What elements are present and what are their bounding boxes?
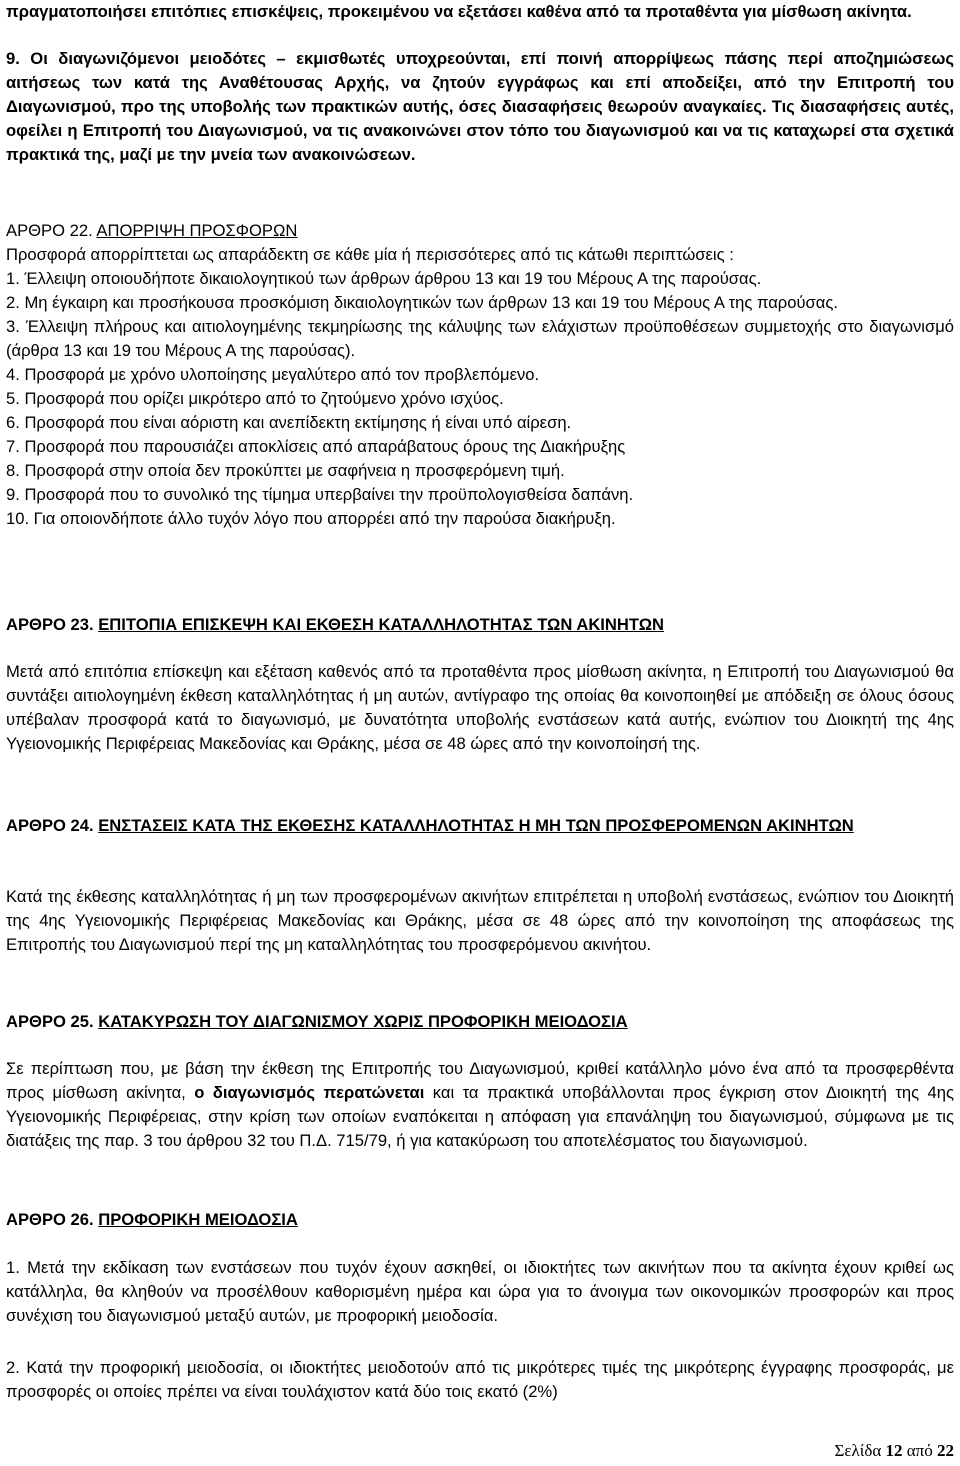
article-26-paragraph-1 [6, 1256, 954, 1328]
list-item: 2. Μη έγκαιρη και προσήκουσα προσκόμιση δικαιολογητικών των άρθρων 13 και 19 του Μέρους Α της παρούσας. [6, 293, 838, 312]
list-item: 5. Προσφορά που ορίζει μικρότερο από το ζητούμενο χρόνο ισχύος. [6, 389, 504, 408]
article-22-title: ΑΠΟΡΡΙΨΗ ΠΡΟΣΦΟΡΩΝ [96, 221, 298, 240]
article-22-prefix: ΑΡΘΡΟ 22. [6, 221, 97, 240]
article-24-heading [6, 814, 954, 838]
article-25-heading [6, 1010, 954, 1034]
article-23-heading [6, 613, 954, 637]
article-23-prefix: ΑΡΘΡΟ 23. [6, 615, 99, 634]
intro-continuation [6, 0, 954, 24]
current-page-number: 12 [885, 1441, 903, 1460]
item-9-part-b: Τις διασαφήσεις αυτές, οφείλει η Επιτροπή του Διαγωνισμού, να τις ανακοινώνει στον τόπο του διαγωνισμού και να τις καταχωρεί στα σχετικά πρακτικά της, μαζί με την μνεία των ανακοινώσεων. [6, 97, 955, 164]
article-25-title: ΚΑΤΑΚΥΡΩΣΗ ΤΟΥ ΔΙΑΓΩΝΙΣΜΟΥ ΧΩΡΙΣ ΠΡΟΦΟΡΙΚΗ ΜΕΙΟΔΟΣΙΑ [98, 1012, 628, 1031]
article-26-heading [6, 1208, 954, 1232]
list-item: 10. Για οποιονδήποτε άλλο τυχόν λόγο που απορρέει από την παρούσα διακήρυξη. [6, 509, 616, 528]
article-23-body [6, 660, 954, 756]
article-24-title: ΕΝΣΤΑΣΕΙΣ ΚΑΤΑ ΤΗΣ ΕΚΘΕΣΗΣ ΚΑΤΑΛΛΗΛΟΤΗΤΑΣ Η ΜΗ ΤΩΝ ΠΡΟΣΦΕΡΟΜΕΝΩΝ ΑΚΙΝΗΤΩΝ [98, 816, 854, 835]
article-25-prefix: ΑΡΘΡΟ 25. [6, 1012, 99, 1031]
item-9-part-a: 9. Οι διαγωνιζόμενοι μειοδότες – εκμισθωτές υποχρεούνται, επί ποινή απορρίψεως πάσης περί αποζημιώσεως αιτήσεως των κατά της Αναθέτουσας Αρχής, να ζητούν εγγράφως και επί αποδείξει, από την Επιτροπή του Διαγωνισμού, προ της υποβολής των πρακτικών αυτής, όσες διασαφήσεις θεωρούν αναγκαίες. [6, 49, 954, 116]
intro-line: πραγματοποιήσει επιτόπιες επισκέψεις, προκειμένου να εξετάσει καθένα από τα προταθέντα για μίσθωση ακίνητα. [6, 2, 912, 21]
article-25-body [6, 1057, 954, 1153]
list-item: 1. Έλλειψη οποιουδήποτε δικαιολογητικού των άρθρων άρθρου 13 και 19 του Μέρους Α της παρούσας. [6, 269, 762, 288]
list-item: 9. Προσφορά που το συνολικό της τίμημα υπερβαίνει την προϋπολογισθείσα δαπάνη. [6, 485, 634, 504]
list-item: 6. Προσφορά που είναι αόριστη και ανεπίδεκτη εκτίμησης ή είναι υπό αίρεση. [6, 413, 572, 432]
list-item: 3. Έλλειψη πλήρους και αιτιολογημένης τεκμηρίωσης της κάλυψης των ελάχιστων προϋποθέσεων συμμετοχής στο διαγωνισμό (άρθρα 13 και 19 του Μέρους Α της παρούσας). [6, 317, 954, 360]
rejection-list [6, 267, 954, 531]
article-26-p1-text: 1. Μετά την εκδίκαση των ενστάσεων που τυχόν έχουν ασκηθεί, οι ιδιοκτήτες των ακινήτων που τα ακίνητα έχουν κριθεί ως κατάλληλα, θα κληθούν να προσέλθουν καθορισμένη ημέρα και ώρα για το άνοιγμα των οικονομικών προσφορών και προς συνέχιση του διαγωνισμού μεταξύ αυτών, με προφορική μειοδοσία. [6, 1258, 954, 1325]
article-23-body-text: Μετά από επιτόπια επίσκεψη και εξέταση καθενός από τα προταθέντα προς μίσθωση ακίνητα, η Επιτροπή του Διαγωνισμού θα συντάξει αιτιολογημένη έκθεση καταλληλότητας ή μη αυτών, αντίγραφο της οποίας θα κοινοποιηθεί με απόδειξη σε όλους όσους υπέβαλαν προσφορά κατά το διαγωνισμό, με δυνατότητα υποβολής ενστάσεων κατά αυτής, ενώπιον του Διοικητή της 4ης Υγειονομικής Περιφέρειας Μακεδονίας και Θράκης, μέσα σε 48 ώρες από την κοινοποίησή της. [6, 662, 954, 753]
page-footer [834, 1440, 954, 1462]
list-item: 7. Προσφορά που παρουσιάζει αποκλίσεις από απαράβατους όρους της Διακήρυξης [6, 437, 626, 456]
article-25-body-emphasis: ο διαγωνισμός περατώνεται [194, 1083, 425, 1102]
article-24-prefix: ΑΡΘΡΟ 24. [6, 816, 99, 835]
footer-label: Σελίδα [834, 1441, 886, 1460]
list-item: 4. Προσφορά με χρόνο υλοποίησης μεγαλύτερο από τον προβλεπόμενο. [6, 365, 540, 384]
footer-separator: από [902, 1441, 937, 1460]
article-26-paragraph-2 [6, 1356, 954, 1404]
article-22-lead-text: Προσφορά απορρίπτεται ως απαράδεκτη σε κάθε μία ή περισσότερες από τις κάτωθι περιπτώσεις : [6, 245, 734, 264]
article-24-body [6, 885, 954, 957]
article-25-body-part-b: και τα πρακτικά υποβάλλονται προς έγκριση στον Διοικητή της 4ης Υγειονομικής Περιφέρειας, στην κρίση των οποίων εναπόκειται η απόφαση για επανάληψη του διαγωνισμού, σύμφωνα με τις διατάξεις της παρ. 3 του άρθρου 32 του Π.Δ. 715/79, ή για κατακύρωση του αποτελέσματος του διαγωνισμού. [6, 1083, 954, 1150]
article-26-title: ΠΡΟΦΟΡΙΚΗ ΜΕΙΟΔΟΣΙΑ [98, 1210, 298, 1229]
list-item: 8. Προσφορά στην οποία δεν προκύπτει με σαφήνεια η προσφερόμενη τιμή. [6, 461, 565, 480]
article-26-p2-text: 2. Κατά την προφορική μειοδοσία, οι ιδιοκτήτες μειοδοτούν από τις μικρότερες τιμές της μικρότερης έγγραφης προσφοράς, με προσφορές οι οποίες πρέπει να είναι τουλάχιστον κατά δύο τοις εκατό (2%) [6, 1358, 954, 1401]
article-26-prefix: ΑΡΘΡΟ 26. [6, 1210, 99, 1229]
article-23-title: ΕΠΙΤΟΠΙΑ ΕΠΙΣΚΕΨΗ ΚΑΙ ΕΚΘΕΣΗ ΚΑΤΑΛΛΗΛΟΤΗΤΑΣ ΤΩΝ ΑΚΙΝΗΤΩΝ [98, 615, 665, 634]
article-24-body-text: Κατά της έκθεσης καταλληλότητας ή μη των προσφερομένων ακινήτων επιτρέπεται η υποβολή ενστάσεως, ενώπιον του Διοικητή της 4ης Υγειονομικής Περιφέρειας Μακεδονίας και Θράκης, μέσα σε 48 ώρες από την κοινοποίηση της αποφάσεως της Επιτροπής του Διαγωνισμού περί της μη καταλληλότητας του προσφερόμενου ακινήτου. [6, 887, 954, 954]
total-page-count: 22 [937, 1441, 954, 1460]
article-22-heading [6, 219, 954, 243]
article-22-lead [6, 243, 954, 267]
item-9-paragraph [6, 47, 954, 167]
article-25-body-part-a: Σε περίπτωση που, με βάση την έκθεση της Επιτροπής του Διαγωνισμού, κριθεί κατάλληλο μόνο ένα από τα προσφερθέντα προς μίσθωση ακίνητα, [6, 1059, 954, 1102]
